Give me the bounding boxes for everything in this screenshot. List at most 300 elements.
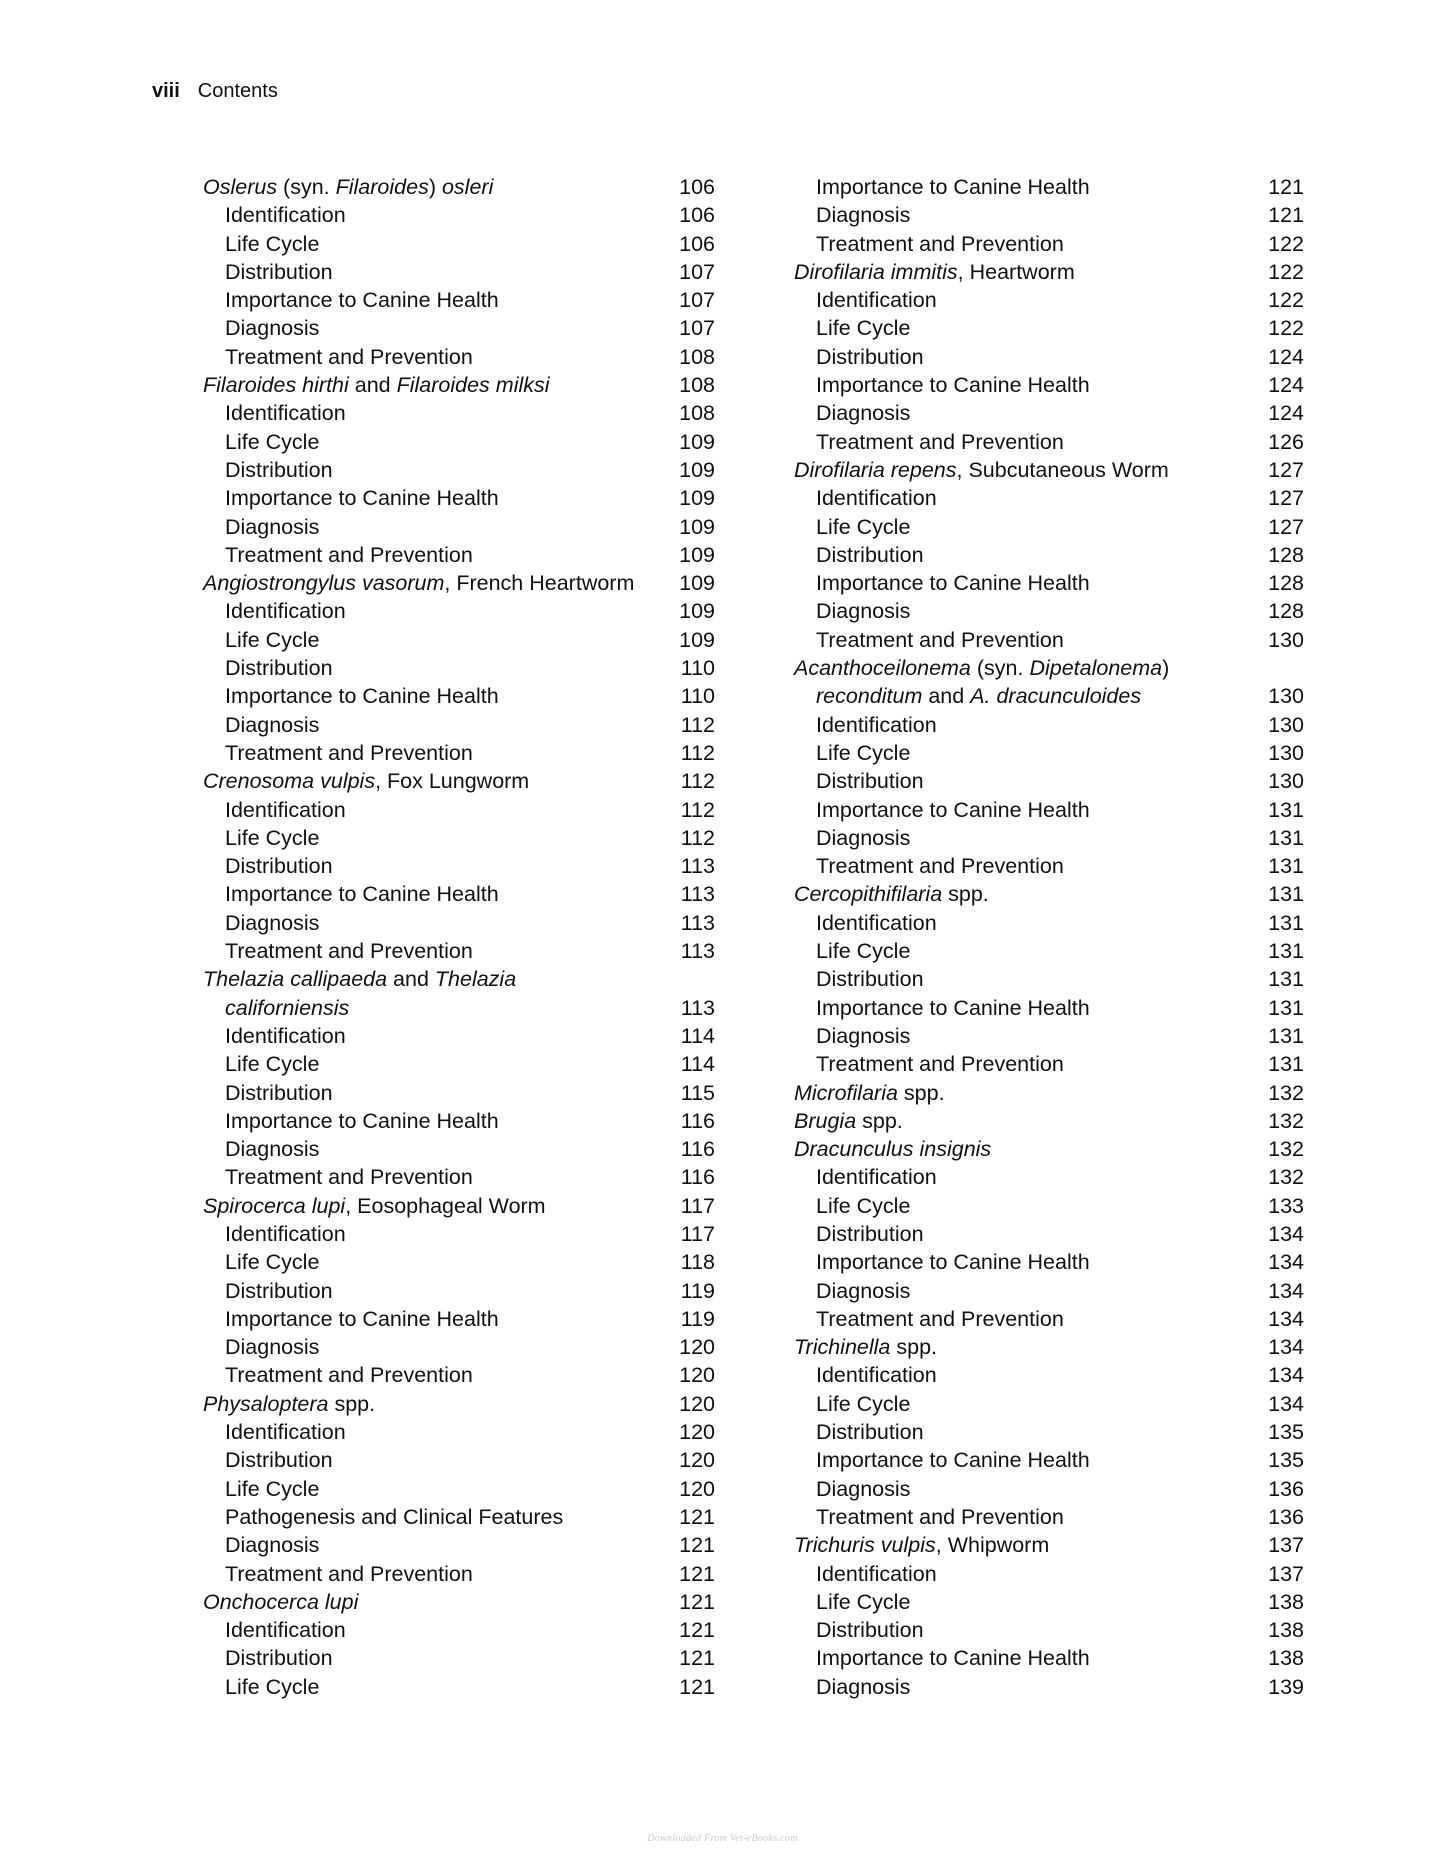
toc-entry-title: Diagnosis — [816, 1023, 911, 1048]
toc-title-part: and — [348, 373, 397, 398]
toc-entry-title: Importance to Canine Health — [225, 486, 499, 511]
toc-entry — [203, 173, 715, 201]
toc-entry-title: Diagnosis — [225, 514, 320, 539]
toc-entry-title: Identification — [225, 1618, 346, 1643]
toc-entry-title: Distribution — [225, 1080, 333, 1105]
toc-page-number: 124 — [1268, 344, 1304, 369]
toc-subentry — [794, 1616, 1304, 1644]
toc-subentry — [794, 230, 1304, 258]
toc-entry-title: Diagnosis — [225, 1137, 320, 1162]
toc-page-number: 131 — [1268, 854, 1304, 879]
toc-title-italic-part: Filaroides hirthi — [203, 373, 349, 398]
toc-title-italic-part: Thelazia callipaeda — [203, 967, 388, 992]
toc-entry-title: Identification — [225, 599, 346, 624]
page-number: viii — [152, 80, 180, 102]
toc-subentry — [794, 399, 1304, 427]
toc-subentry — [203, 1531, 715, 1559]
toc-entry-title: Importance to Canine Health — [816, 1448, 1090, 1473]
toc-entry-title: Identification — [816, 1561, 937, 1586]
toc-page-number: 127 — [1268, 457, 1304, 482]
toc-entry-title: Distribution — [816, 344, 924, 369]
toc-entry-title: Treatment and Prevention — [225, 1363, 473, 1388]
toc-page-number: 113 — [680, 854, 715, 879]
toc-page-number: 130 — [1268, 627, 1304, 652]
toc-subentry — [794, 1644, 1304, 1672]
toc-subentry — [794, 1248, 1304, 1276]
toc-title-part: (syn. — [277, 175, 336, 199]
toc-title-part: spp. — [890, 1335, 938, 1360]
toc-title-part: , Eosophageal Worm — [345, 1193, 546, 1218]
toc-entry-title: Identification — [225, 401, 346, 426]
toc-page-number: 131 — [1268, 825, 1304, 850]
toc-subentry — [794, 711, 1304, 739]
toc-page-number: 106 — [679, 231, 715, 256]
toc-page-number: 134 — [1268, 1363, 1304, 1388]
toc-page-number: 134 — [1268, 1278, 1304, 1303]
toc-entry-title: Life Cycle — [225, 825, 320, 850]
toc-entry — [794, 682, 1304, 710]
toc-entry-title: Distribution — [816, 542, 924, 567]
toc-page-number: 116 — [680, 1108, 715, 1133]
toc-entry-title: Identification — [816, 486, 937, 511]
toc-title-part: , Heartworm — [957, 259, 1075, 284]
toc-entry-title — [203, 965, 516, 993]
toc-subentry — [203, 711, 715, 739]
toc-entry-title: Importance to Canine Health — [225, 1108, 499, 1133]
toc-entry-title: Treatment and Prevention — [225, 1561, 473, 1586]
toc-page-number: 109 — [679, 627, 715, 652]
toc-entry-title: Identification — [225, 1221, 346, 1246]
toc-page-number: 131 — [1268, 967, 1304, 992]
toc-entry-title: Identification — [816, 712, 937, 737]
toc-entry — [794, 1531, 1304, 1559]
toc-page-number: 135 — [1268, 1448, 1304, 1473]
toc-entry-title — [794, 654, 1169, 682]
toc-page-number: 134 — [1268, 1391, 1304, 1416]
toc-subentry — [203, 824, 715, 852]
toc-page-number: 114 — [680, 1052, 715, 1077]
toc-entry-title: Life Cycle — [225, 429, 320, 454]
toc-subentry — [794, 569, 1304, 597]
toc-subentry — [794, 1390, 1304, 1418]
toc-page-number: 132 — [1268, 1108, 1304, 1133]
toc-page-number: 131 — [1268, 882, 1304, 907]
toc-subentry — [203, 937, 715, 965]
toc-title-part: (syn. — [970, 656, 1030, 681]
toc-entry-title — [794, 258, 1075, 286]
toc-entry-title: Distribution — [225, 457, 333, 482]
toc-entry-title: Diagnosis — [225, 316, 320, 341]
toc-page-number: 112 — [680, 740, 715, 765]
toc-title-part: , French Heartworm — [444, 571, 635, 596]
toc-entry — [794, 456, 1304, 484]
toc-entry-title: Diagnosis — [816, 599, 911, 624]
toc-entry — [794, 1107, 1304, 1135]
toc-entry-title: Diagnosis — [816, 401, 911, 426]
toc-page-number: 120 — [679, 1476, 715, 1501]
toc-title-part: and — [922, 684, 971, 709]
toc-entry-title: Treatment and Prevention — [816, 1306, 1064, 1331]
toc-page-number: 107 — [679, 288, 715, 313]
toc-subentry — [794, 201, 1304, 229]
toc-title-part: , Subcutaneous Worm — [956, 457, 1169, 482]
toc-subentry — [203, 1277, 715, 1305]
toc-page-number: 130 — [1268, 684, 1304, 709]
toc-title-italic-part: Trichuris vulpis — [794, 1533, 936, 1558]
toc-page-number: 120 — [679, 1448, 715, 1473]
toc-page-number: 109 — [679, 514, 715, 539]
toc-page-number: 112 — [680, 797, 715, 822]
toc-entry-title — [203, 1390, 375, 1418]
toc-entry-title — [203, 569, 634, 597]
toc-entry-title: Distribution — [816, 967, 924, 992]
toc-page-number: 119 — [680, 1306, 715, 1331]
toc-title-part: spp. — [897, 1080, 945, 1105]
toc-subentry — [203, 626, 715, 654]
contents-column-left — [203, 173, 715, 1701]
toc-entry-title — [794, 1135, 991, 1163]
toc-entry-title: Diagnosis — [816, 1476, 911, 1501]
toc-entry-title: Diagnosis — [225, 1335, 320, 1360]
toc-entry-title: Importance to Canine Health — [225, 684, 499, 709]
toc-title-part: and — [387, 967, 435, 992]
toc-entry — [203, 569, 715, 597]
toc-entry-title: Importance to Canine Health — [816, 1250, 1090, 1275]
toc-page-number: 108 — [679, 373, 715, 398]
toc-page-number: 113 — [680, 939, 715, 964]
toc-page-number: 114 — [680, 1023, 715, 1048]
toc-entry-title: Identification — [816, 1165, 937, 1190]
toc-subentry — [794, 314, 1304, 342]
toc-page-number: 113 — [680, 910, 715, 935]
toc-title-italic-part: Dirofilaria immitis — [794, 259, 958, 284]
toc-page-number: 109 — [679, 457, 715, 482]
toc-entry-title: Distribution — [816, 1221, 924, 1246]
toc-entry-title: Treatment and Prevention — [816, 429, 1064, 454]
toc-title-italic-part: Cercopithifilaria — [794, 882, 943, 907]
toc-subentry — [203, 1361, 715, 1389]
toc-entry-title: Diagnosis — [816, 825, 911, 850]
toc-page-number: 120 — [679, 1363, 715, 1388]
toc-entry-title: Life Cycle — [816, 740, 911, 765]
contents-column-right — [794, 173, 1304, 1701]
toc-page-number: 121 — [679, 1618, 715, 1643]
toc-entry-title: Importance to Canine Health — [816, 1646, 1090, 1671]
toc-title-italic-part: Thelazia — [434, 967, 517, 992]
toc-title-italic-part: Dirofilaria repens — [794, 457, 957, 482]
toc-subentry — [203, 909, 715, 937]
toc-subentry — [794, 484, 1304, 512]
toc-title-part: , Fox Lungworm — [375, 769, 530, 794]
toc-subentry — [794, 767, 1304, 795]
toc-entry-title — [203, 173, 493, 201]
toc-subentry — [794, 994, 1304, 1022]
toc-title-italic-part: Filaroides — [335, 175, 429, 199]
toc-page-number: 131 — [1268, 910, 1304, 935]
toc-page-number: 127 — [1268, 486, 1304, 511]
toc-entry-title: Identification — [816, 1363, 937, 1388]
toc-page-number: 121 — [679, 1674, 715, 1699]
toc-subentry — [203, 682, 715, 710]
toc-subentry — [203, 1333, 715, 1361]
download-watermark: Downloaded From Vet-eBooks.com — [647, 1833, 798, 1844]
toc-entry — [203, 965, 715, 993]
toc-title-part: , Whipworm — [935, 1533, 1050, 1558]
toc-page-number: 122 — [1268, 288, 1304, 313]
toc-subentry — [794, 173, 1304, 201]
toc-entry — [203, 1390, 715, 1418]
toc-page-number: 133 — [1268, 1193, 1304, 1218]
toc-entry — [794, 880, 1304, 908]
toc-entry-title: Importance to Canine Health — [816, 373, 1090, 398]
toc-entry-title: Importance to Canine Health — [225, 882, 499, 907]
toc-entry-title: Distribution — [225, 854, 333, 879]
toc-page-number: 122 — [1268, 316, 1304, 341]
toc-page-number: 121 — [1268, 175, 1304, 199]
toc-subentry — [203, 399, 715, 427]
toc-subentry — [203, 1673, 715, 1701]
toc-subentry — [794, 626, 1304, 654]
toc-page-number: 119 — [680, 1278, 715, 1303]
toc-subentry — [203, 1446, 715, 1474]
toc-subentry — [794, 597, 1304, 625]
toc-entry-title: Life Cycle — [816, 1193, 911, 1218]
toc-subentry — [794, 739, 1304, 767]
toc-page-number: 116 — [680, 1165, 715, 1190]
toc-page-number: 139 — [1268, 1674, 1304, 1699]
toc-subentry — [794, 286, 1304, 314]
toc-page-number: 130 — [1268, 740, 1304, 765]
toc-page-number: 106 — [679, 203, 715, 228]
toc-entry-title: Distribution — [225, 259, 333, 284]
toc-entry-title: Life Cycle — [816, 316, 911, 341]
toc-entry — [794, 654, 1304, 682]
toc-entry-title: Life Cycle — [225, 1052, 320, 1077]
toc-entry-title — [794, 1531, 1049, 1559]
toc-entry-title: Life Cycle — [225, 1476, 320, 1501]
toc-entry-title: Importance to Canine Health — [816, 995, 1090, 1020]
toc-page-number: 136 — [1268, 1504, 1304, 1529]
toc-entry-title: Importance to Canine Health — [225, 288, 499, 313]
toc-subentry — [794, 1305, 1304, 1333]
toc-entry-title: Life Cycle — [225, 627, 320, 652]
toc-title-part: ) — [428, 175, 442, 199]
toc-page-number: 132 — [1268, 1137, 1304, 1162]
toc-title-italic-part: Acanthoceilonema — [794, 656, 971, 681]
toc-page-number: 121 — [679, 1533, 715, 1558]
toc-entry-title: Identification — [225, 1420, 346, 1445]
toc-entry-title: Identification — [225, 203, 346, 228]
toc-subentry — [203, 739, 715, 767]
toc-page-number: 135 — [1268, 1420, 1304, 1445]
toc-entry-title: Treatment and Prevention — [816, 1504, 1064, 1529]
toc-page-number: 137 — [1268, 1561, 1304, 1586]
toc-title-italic-part: osleri — [441, 175, 494, 199]
toc-page-number: 131 — [1268, 995, 1304, 1020]
toc-entry — [203, 767, 715, 795]
toc-entry — [203, 1588, 715, 1616]
toc-entry-title: Importance to Canine Health — [225, 1306, 499, 1331]
toc-subentry — [203, 1616, 715, 1644]
toc-page-number: 109 — [679, 599, 715, 624]
toc-entry — [794, 1079, 1304, 1107]
toc-page-number: 136 — [1268, 1476, 1304, 1501]
toc-entry-title — [794, 1333, 937, 1361]
toc-entry-title: Distribution — [225, 1278, 333, 1303]
toc-entry-title — [794, 456, 1169, 484]
toc-entry-title: Distribution — [225, 1646, 333, 1671]
toc-page-number: 120 — [679, 1335, 715, 1360]
toc-subentry — [794, 1418, 1304, 1446]
toc-subentry — [203, 286, 715, 314]
toc-subentry — [794, 1673, 1304, 1701]
toc-page-number: 121 — [1268, 203, 1304, 228]
toc-subentry — [794, 796, 1304, 824]
toc-page-number: 106 — [679, 175, 715, 199]
toc-title-italic-part: Trichinella — [794, 1335, 891, 1360]
toc-page-number: 122 — [1268, 259, 1304, 284]
toc-subentry — [794, 541, 1304, 569]
toc-page-number: 131 — [1268, 1023, 1304, 1048]
toc-subentry — [203, 1644, 715, 1672]
toc-entry-title: Distribution — [816, 769, 924, 794]
toc-entry-title — [225, 994, 349, 1022]
toc-entry-title — [203, 1192, 546, 1220]
toc-page-number: 134 — [1268, 1250, 1304, 1275]
toc-subentry — [203, 513, 715, 541]
toc-page-number: 115 — [680, 1080, 715, 1105]
toc-entry-title — [203, 371, 550, 399]
toc-entry-title: Treatment and Prevention — [225, 939, 473, 964]
toc-subentry — [794, 1560, 1304, 1588]
toc-page-number: 134 — [1268, 1306, 1304, 1331]
toc-subentry — [203, 1022, 715, 1050]
toc-subentry — [794, 1192, 1304, 1220]
toc-title-italic-part: Dipetalonema — [1029, 656, 1163, 681]
toc-title-part: ) — [1162, 656, 1170, 681]
toc-title-italic-part: Angiostrongylus vasorum — [203, 571, 445, 596]
toc-entry-title: Treatment and Prevention — [225, 542, 473, 567]
toc-page-number: 108 — [679, 344, 715, 369]
toc-entry-title: Identification — [816, 910, 937, 935]
toc-page-number: 131 — [1268, 797, 1304, 822]
toc-subentry — [203, 456, 715, 484]
toc-subentry — [203, 1050, 715, 1078]
toc-subentry — [794, 343, 1304, 371]
toc-subentry — [794, 1050, 1304, 1078]
toc-subentry — [794, 1022, 1304, 1050]
toc-page-number: 112 — [680, 769, 715, 794]
toc-subentry — [794, 965, 1304, 993]
toc-entry-title: Life Cycle — [225, 1250, 320, 1275]
toc-page-number: 117 — [680, 1193, 715, 1218]
toc-page-number: 121 — [679, 1504, 715, 1529]
toc-subentry — [203, 484, 715, 512]
toc-entry-title: Treatment and Prevention — [816, 1052, 1064, 1077]
running-head-title: Contents — [197, 80, 278, 102]
toc-entry-title: Diagnosis — [225, 712, 320, 737]
toc-entry — [794, 1135, 1304, 1163]
toc-page-number: 113 — [680, 995, 715, 1020]
toc-page-number: 109 — [679, 486, 715, 511]
toc-entry-title: Diagnosis — [816, 203, 911, 228]
toc-page-number: 108 — [679, 401, 715, 426]
toc-page-number: 127 — [1268, 514, 1304, 539]
toc-entry — [794, 258, 1304, 286]
toc-page-number: 110 — [680, 684, 715, 709]
toc-subentry — [794, 513, 1304, 541]
toc-subentry — [203, 796, 715, 824]
toc-entry-title: Life Cycle — [816, 514, 911, 539]
toc-subentry — [794, 1220, 1304, 1248]
toc-page-number: 122 — [1268, 231, 1304, 256]
toc-entry-title — [203, 767, 529, 795]
toc-entry — [203, 371, 715, 399]
toc-subentry — [203, 597, 715, 625]
toc-title-part: spp. — [942, 882, 989, 907]
toc-entry-title — [816, 682, 1141, 710]
toc-page-number: 107 — [679, 259, 715, 284]
running-head — [152, 78, 278, 104]
toc-title-italic-part: Physaloptera — [203, 1391, 329, 1416]
toc-subentry — [794, 852, 1304, 880]
toc-page-number: 113 — [680, 882, 715, 907]
toc-entry-title: Identification — [225, 1023, 346, 1048]
toc-subentry — [203, 1305, 715, 1333]
toc-page-number: 112 — [680, 825, 715, 850]
toc-page-number: 112 — [680, 712, 715, 737]
toc-title-italic-part: Onchocerca lupi — [203, 1589, 359, 1614]
toc-page-number: 109 — [679, 542, 715, 567]
toc-title-italic-part: reconditum — [816, 684, 923, 709]
toc-entry-title — [794, 880, 989, 908]
toc-entry-title: Life Cycle — [816, 939, 911, 964]
toc-page-number: 107 — [679, 316, 715, 341]
toc-page-number: 120 — [679, 1391, 715, 1416]
toc-entry-title: Identification — [816, 288, 937, 313]
toc-subentry — [203, 230, 715, 258]
toc-subentry — [203, 343, 715, 371]
toc-title-italic-part: Crenosoma vulpis — [203, 769, 376, 794]
toc-title-part: spp. — [856, 1108, 903, 1133]
toc-entry-title: Life Cycle — [816, 1391, 911, 1416]
toc-subentry — [203, 852, 715, 880]
toc-entry-title — [794, 1107, 903, 1135]
toc-subentry — [794, 1503, 1304, 1531]
toc-page-number: 137 — [1268, 1533, 1304, 1558]
toc-entry-title: Treatment and Prevention — [816, 854, 1064, 879]
toc-entry-title: Treatment and Prevention — [225, 740, 473, 765]
toc-subentry — [203, 258, 715, 286]
toc-entry-title: Treatment and Prevention — [225, 344, 473, 369]
toc-entry-title: Distribution — [816, 1420, 924, 1445]
toc-page-number: 109 — [679, 571, 715, 596]
toc-entry-title: Identification — [225, 797, 346, 822]
toc-page-number: 121 — [679, 1561, 715, 1586]
toc-page-number: 134 — [1268, 1335, 1304, 1360]
toc-subentry — [794, 909, 1304, 937]
toc-subentry — [794, 937, 1304, 965]
toc-page-number: 138 — [1268, 1646, 1304, 1671]
toc-title-italic-part: Filaroides milksi — [396, 373, 550, 398]
toc-page-number: 110 — [680, 656, 715, 681]
toc-subentry — [794, 1163, 1304, 1191]
toc-entry-title: Life Cycle — [816, 1589, 911, 1614]
toc-subentry — [794, 1361, 1304, 1389]
toc-entry-title: Importance to Canine Health — [816, 571, 1090, 596]
toc-page-number: 128 — [1268, 571, 1304, 596]
toc-page-number: 124 — [1268, 401, 1304, 426]
